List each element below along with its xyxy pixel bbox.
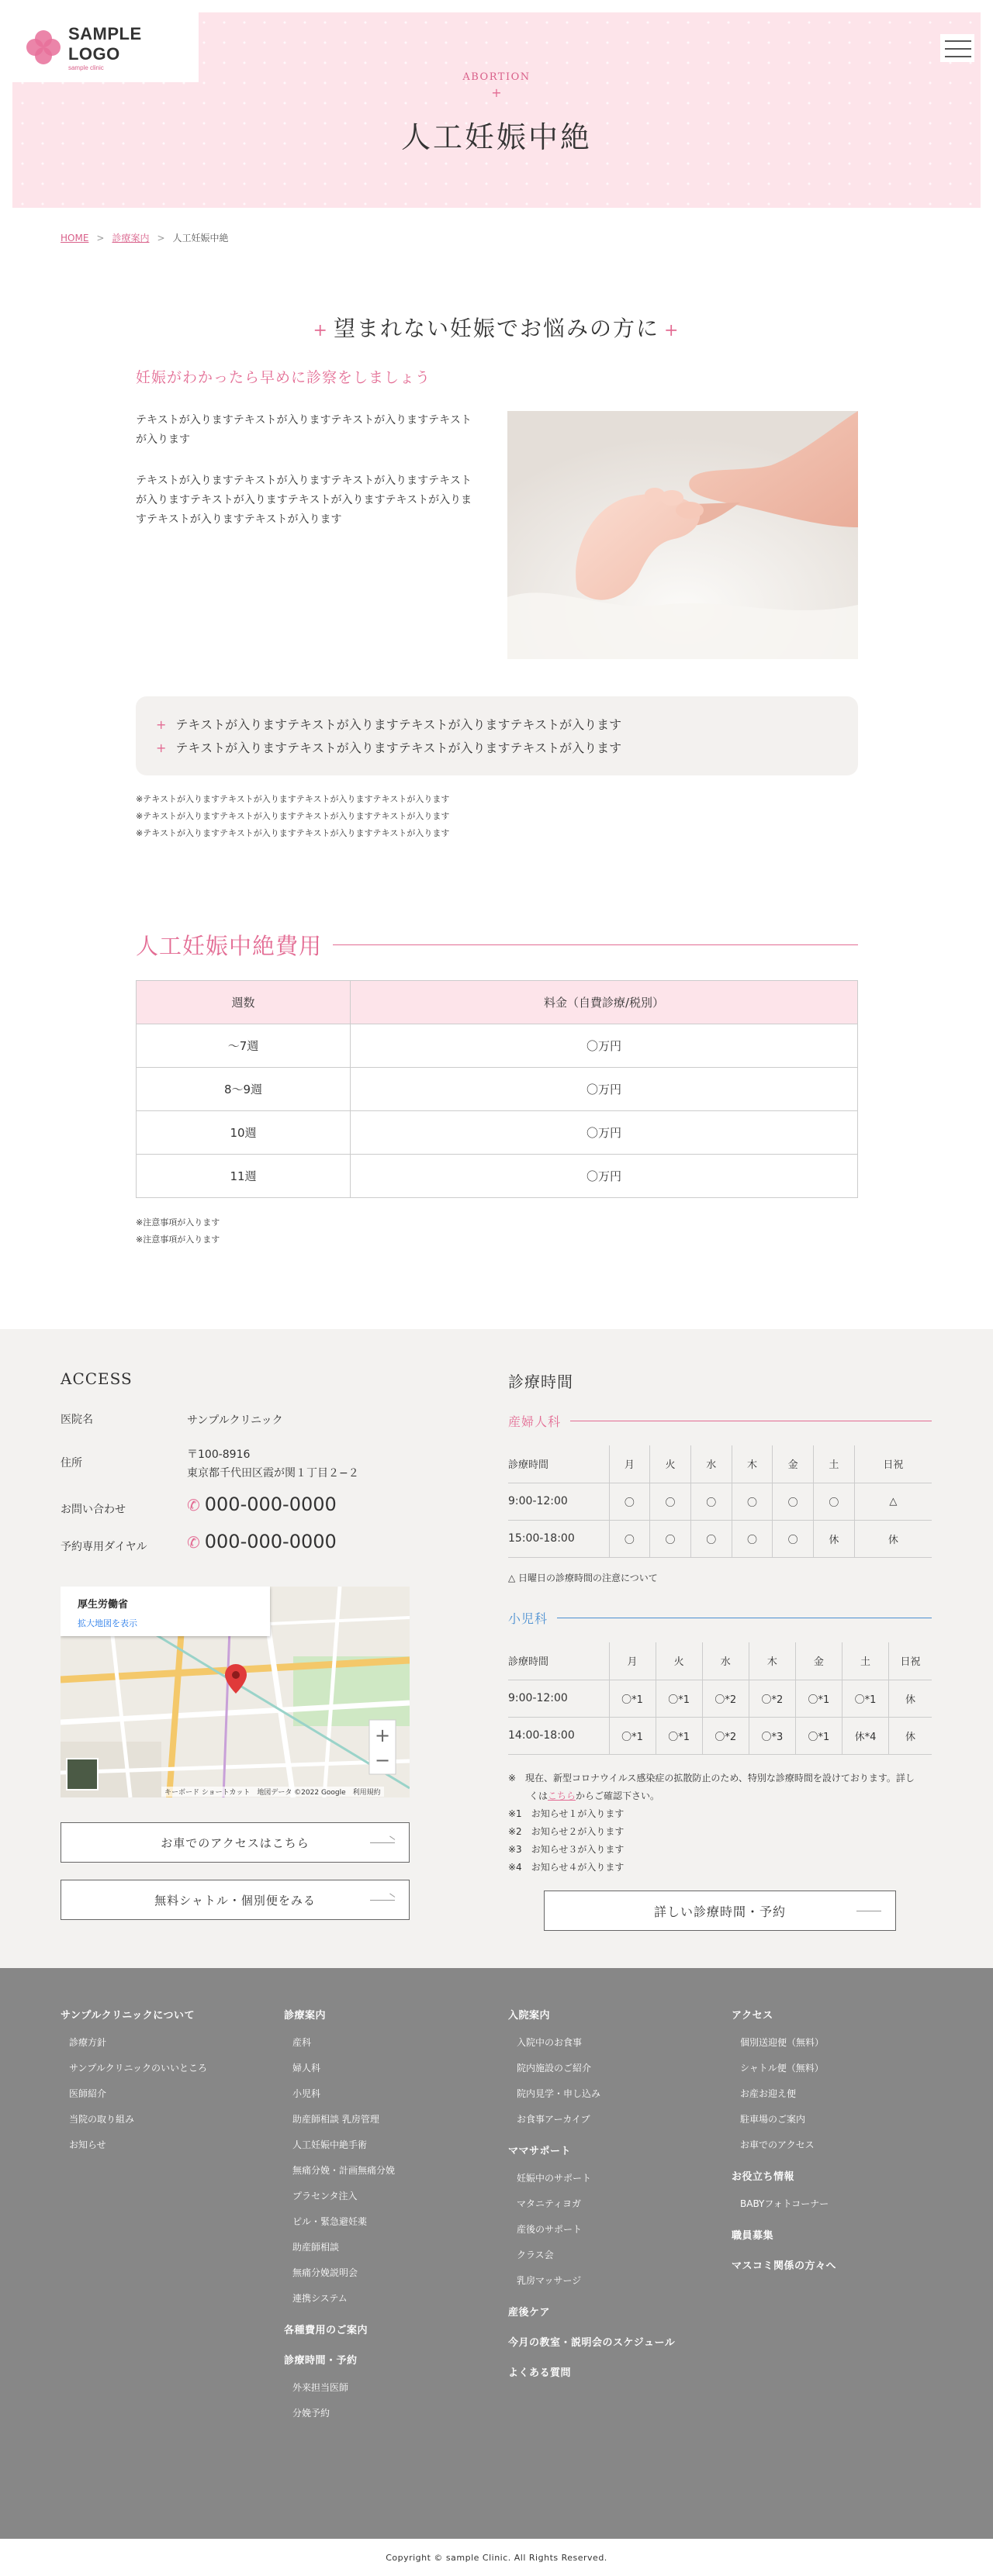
footer-link[interactable]: 産後のサポート (517, 2224, 583, 2235)
fee-weeks: 〜7週 (137, 1024, 351, 1068)
footer-link[interactable]: 無痛分娩説明会 (292, 2267, 358, 2278)
heading-rule (333, 944, 858, 945)
intro-subtitle: 妊娠がわかったら早めに診察をしましょう (136, 369, 431, 386)
footer-link[interactable]: マタニティヨガ (517, 2198, 582, 2209)
footer-link[interactable]: 無痛分娩・計画無痛分娩 (292, 2165, 396, 2176)
address-text: 東京都千代田区霞が関１丁目２−２ (187, 1467, 359, 1480)
hours-cell: 〇*3 (749, 1717, 795, 1754)
reserve-label: 予約専用ダイヤル (61, 1541, 147, 1553)
footer-heading[interactable]: サンプルクリニックについて (61, 2010, 195, 2022)
footer-col-about (61, 2007, 207, 2165)
hours-cell: 〇*2 (702, 1717, 749, 1754)
table-row (508, 1717, 932, 1754)
sunday-note: △ 日曜日の診療時間の注意について (508, 1573, 658, 1583)
point-text: テキストが入りますテキストが入りますテキストが入りますテキストが入ります (175, 741, 622, 755)
detail-hours-label: 詳しい診療時間・予約 (653, 1904, 786, 1919)
footer-heading[interactable]: よくある質問 (508, 2367, 572, 2379)
contact-label: お問い合わせ (61, 1504, 126, 1516)
day-header: 金 (773, 1445, 814, 1483)
table-row (137, 1111, 858, 1155)
footer-heading[interactable]: マスコミ関係の方々へ (732, 2260, 837, 2272)
footer-link[interactable]: 入院中のお食事 (517, 2037, 583, 2048)
footer-col-admission (508, 2007, 675, 2395)
breadcrumb-parent-link[interactable]: 診療案内 (112, 233, 150, 243)
hours-cell: 〇 (773, 1520, 814, 1557)
hours-title: 診療時間 (508, 1373, 573, 1391)
point-item (156, 737, 838, 760)
footer-link[interactable]: サンプルクリニックのいいところ (69, 2063, 207, 2074)
day-header: 月 (609, 1445, 650, 1483)
footer-heading[interactable]: 産後ケア (508, 2307, 551, 2319)
hours-cell: 〇*1 (656, 1717, 702, 1754)
day-header: 日祝 (854, 1445, 932, 1483)
phone-icon: ✆ (187, 1496, 200, 1514)
plus-icon: + (664, 321, 680, 340)
footer-link[interactable]: 妊娠中のサポート (517, 2173, 592, 2184)
fee-section-heading (136, 929, 858, 960)
hours-footnote: ※4 お知らせ４が入ります (508, 1862, 625, 1873)
phone-icon: ✆ (187, 1533, 200, 1552)
hours-cell: 〇*2 (749, 1680, 795, 1717)
intro-note: ※テキストが入りますテキストが入りますテキストが入りますテキストが入ります (136, 794, 450, 804)
breadcrumb-current: 人工妊娠中絶 (172, 233, 229, 243)
copyright: Copyright © sample Clinic. All Rights Reserved. (386, 2553, 607, 2563)
hours-cell: 〇*1 (609, 1680, 656, 1717)
footer-link[interactable]: 医師紹介 (69, 2088, 107, 2099)
footer-link[interactable]: 人工妊娠中絶手術 (292, 2139, 368, 2150)
footer-link[interactable]: 院内見学・申し込み (517, 2088, 601, 2099)
hours-cell: 〇 (609, 1520, 650, 1557)
obgyn-hours-table (508, 1445, 932, 1558)
footer-col-services (284, 2007, 395, 2433)
hours-cell: 〇*1 (656, 1680, 702, 1717)
pediatrics-title: 小児科 (508, 1611, 548, 1626)
intro-note: ※テキストが入りますテキストが入りますテキストが入りますテキストが入ります (136, 828, 450, 838)
plus-icon: + (313, 321, 329, 340)
day-header: 金 (795, 1642, 842, 1680)
table-row (137, 1155, 858, 1198)
footer-link[interactable]: 連携システム (292, 2293, 348, 2304)
intro-title (0, 312, 993, 343)
hero-banner (12, 12, 981, 208)
hours-cell: 〇 (732, 1483, 773, 1520)
point-box (136, 696, 858, 775)
hours-cell: 〇 (690, 1520, 732, 1557)
table-row (508, 1680, 932, 1717)
car-access-label: お車でのアクセスはこちら (161, 1835, 310, 1850)
fee-note: ※注意事項が入ります (136, 1234, 220, 1245)
table-row (137, 1024, 858, 1068)
table-row (508, 1483, 932, 1520)
contact-phone[interactable] (187, 1495, 337, 1514)
reserve-phone[interactable] (187, 1532, 337, 1552)
hospital-label: 医院名 (61, 1414, 93, 1426)
day-header: 土 (814, 1445, 855, 1483)
intro-note: ※テキストが入りますテキストが入りますテキストが入りますテキストが入ります (136, 811, 450, 821)
hours-cell: 〇 (814, 1483, 855, 1520)
pediatrics-heading (508, 1608, 932, 1627)
footer-link[interactable]: お食事アーカイブ (517, 2114, 590, 2125)
breadcrumb-separator: > (157, 233, 165, 243)
fee-col-header: 週数 (137, 981, 351, 1024)
table-row (508, 1445, 932, 1483)
hospital-name: サンプルクリニック (187, 1414, 283, 1427)
map-info-card (61, 1587, 270, 1636)
footer-link[interactable]: 診療方針 (69, 2037, 107, 2048)
map-attribution: キーボード ショートカット 地図データ ©2022 Google 利用規約 (161, 1787, 384, 1797)
shuttle-label: 無料シャトル・個別便をみる (154, 1893, 316, 1908)
hours-cell: 〇*1 (795, 1717, 842, 1754)
google-map[interactable] (61, 1587, 410, 1797)
footer-link[interactable]: プラセンタ注入 (292, 2191, 358, 2201)
baby-hand-photo (507, 411, 858, 659)
plus-icon: + (491, 85, 502, 100)
hours-cell: 〇*2 (702, 1680, 749, 1717)
arrow-right-icon (370, 1900, 395, 1901)
hamburger-icon[interactable] (940, 34, 974, 62)
hours-cell: 〇 (690, 1483, 732, 1520)
intro-title-text: 望まれない妊娠でお悩みの方に (333, 316, 659, 341)
footer-link[interactable]: 分娩予約 (292, 2408, 330, 2419)
arrow-right-icon (370, 1842, 395, 1843)
day-header: 日祝 (889, 1642, 932, 1680)
footer-heading[interactable]: 入院案内 (508, 2010, 551, 2022)
hours-cell: △ (854, 1483, 932, 1520)
access-title: ACCESS (61, 1369, 133, 1388)
footer-link[interactable]: クラス会 (517, 2250, 554, 2260)
covid-notice (508, 1770, 932, 1877)
footer-link[interactable]: お産お迎え便 (740, 2088, 797, 2099)
hours-header: 診療時間 (508, 1445, 609, 1483)
footer-heading[interactable]: 診療時間・予約 (284, 2355, 358, 2367)
breadcrumb-home-link[interactable]: HOME (61, 233, 89, 243)
fee-table (136, 980, 858, 1198)
day-header: 水 (690, 1445, 732, 1483)
footer-heading[interactable]: 各種費用のご案内 (284, 2325, 368, 2336)
footer-link[interactable]: 駐車場のご案内 (740, 2114, 806, 2125)
shuttle-button[interactable] (61, 1880, 410, 1920)
svg-text:+: + (374, 1725, 391, 1746)
hours-cell: 〇 (650, 1483, 691, 1520)
access-section (0, 1329, 993, 1968)
footer-link[interactable]: 助産師相談 乳房管理 (292, 2114, 379, 2125)
footer-col-access (732, 2007, 836, 2288)
footer-link[interactable]: 当院の取り組み (69, 2114, 135, 2125)
hours-header: 診療時間 (508, 1642, 609, 1680)
table-row (137, 1068, 858, 1111)
footer-link[interactable]: 小児科 (292, 2088, 321, 2099)
fee-price: 〇万円 (351, 1068, 858, 1111)
hours-cell: 〇 (732, 1520, 773, 1557)
footer-link[interactable]: 助産師相談 (292, 2242, 340, 2253)
notice-text: からご確認下さい。 (576, 1790, 660, 1801)
hours-cell: 休 (814, 1520, 855, 1557)
map-enlarge-link[interactable]: 拡大地図を表示 (78, 1618, 137, 1628)
hours-cell: 〇 (609, 1483, 650, 1520)
day-header: 水 (702, 1642, 749, 1680)
address-zip: 〒100-8916 (187, 1449, 251, 1461)
fee-table-header (137, 981, 858, 1024)
hours-cell: 〇*1 (842, 1680, 888, 1717)
hours-cell: 〇*1 (609, 1717, 656, 1754)
obgyn-heading (508, 1411, 932, 1430)
hours-cell: 休 (889, 1680, 932, 1717)
svg-text:−: − (374, 1749, 391, 1771)
day-header: 木 (732, 1445, 773, 1483)
logo-flower-icon (26, 30, 61, 64)
fee-price: 〇万円 (351, 1155, 858, 1198)
fee-weeks: 11週 (137, 1155, 351, 1198)
hours-footnote: ※3 お知らせ３が入ります (508, 1844, 625, 1855)
hours-cell: 休*4 (842, 1717, 888, 1754)
intro-paragraph: テキストが入りますテキストが入りますテキストが入りますテキストが入りますテキストが入りますテキストが入りますテキストが入りますテキストが入りますテキストが入ります (136, 475, 472, 526)
plus-icon: + (156, 741, 167, 755)
contact-number: 000-000-0000 (204, 1493, 337, 1515)
fee-note: ※注意事項が入ります (136, 1217, 220, 1228)
footer-link[interactable]: ピル・緊急避妊薬 (292, 2216, 368, 2227)
hours-footnote: ※1 お知らせ１が入ります (508, 1808, 625, 1819)
hours-cell: 休 (854, 1520, 932, 1557)
footer-link[interactable]: 院内施設のご紹介 (517, 2063, 592, 2074)
footer-link[interactable]: 個別送迎便（無料） (740, 2037, 825, 2048)
fee-price: 〇万円 (351, 1111, 858, 1155)
day-header: 木 (749, 1642, 795, 1680)
fee-price: 〇万円 (351, 1024, 858, 1068)
hours-cell: 休 (889, 1717, 932, 1754)
footer-link[interactable]: お車でのアクセス (740, 2139, 815, 2150)
hours-cell: 〇 (650, 1520, 691, 1557)
footer-heading[interactable]: 診療案内 (284, 2010, 327, 2022)
fee-title: 人工妊娠中絶費用 (136, 932, 323, 959)
hero-english-title: ABORTION (462, 71, 531, 83)
day-header: 火 (656, 1642, 702, 1680)
point-text: テキストが入りますテキストが入りますテキストが入りますテキストが入ります (175, 717, 622, 732)
car-access-button[interactable] (61, 1822, 410, 1863)
hours-cell: 〇*1 (795, 1680, 842, 1717)
point-item (156, 713, 838, 737)
footer-link[interactable]: BABYフォトコーナー (740, 2198, 829, 2209)
detail-hours-button[interactable] (544, 1891, 896, 1931)
footer-link[interactable]: 外来担当医師 (292, 2382, 349, 2393)
footer-heading[interactable]: ママサポート (508, 2146, 572, 2157)
covid-notice-line: ※ 現在、新型コロナウイルス感染症の拡散防止のため、特別な診療時間を設けております。詳し (508, 1773, 915, 1784)
footer-link[interactable]: お知らせ (69, 2139, 106, 2150)
intro-paragraph: テキストが入りますテキストが入りますテキストが入りますテキストが入ります (136, 414, 472, 446)
covid-notice-line (508, 1787, 932, 1805)
fee-col-header: 料金（自費診療/税別） (351, 981, 858, 1024)
address-label: 住所 (61, 1457, 82, 1469)
footer-heading[interactable]: 職員募集 (732, 2230, 774, 2242)
fee-weeks: 8〜9週 (137, 1068, 351, 1111)
footer-heading[interactable]: お役立ち情報 (732, 2171, 795, 2183)
day-header: 月 (609, 1642, 656, 1680)
page-title: 人工妊娠中絶 (400, 120, 592, 154)
day-header: 土 (842, 1642, 888, 1680)
time-slot: 15:00-18:00 (508, 1520, 609, 1557)
notice-here-link[interactable]: こちら (548, 1790, 576, 1801)
breadcrumb-separator: > (96, 233, 105, 243)
footer-link[interactable]: 産科 (292, 2037, 312, 2048)
time-slot: 9:00-12:00 (508, 1483, 609, 1520)
footer-heading[interactable]: アクセス (732, 2010, 773, 2022)
logo-subtitle: sample clinic (67, 64, 104, 71)
footer-heading[interactable]: 今月の教室・説明会のスケジュール (508, 2337, 676, 2349)
site-footer (0, 1968, 993, 2539)
time-slot: 14:00-18:00 (508, 1717, 609, 1754)
notice-text: くは (529, 1790, 548, 1801)
breadcrumb (61, 231, 229, 244)
map-place-name: 厚生労働省 (78, 1599, 129, 1611)
hours-footnote: ※2 お知らせ２が入ります (508, 1826, 625, 1837)
footer-link[interactable]: 乳房マッサージ (517, 2275, 582, 2286)
time-slot: 9:00-12:00 (508, 1680, 609, 1717)
fee-weeks: 10週 (137, 1111, 351, 1155)
footer-link[interactable]: シャトル便（無料） (740, 2063, 824, 2074)
obgyn-title: 産婦人科 (508, 1414, 562, 1429)
day-header: 火 (650, 1445, 691, 1483)
logo-title: SAMPLE LOGO (67, 23, 142, 64)
pediatrics-hours-table (508, 1642, 932, 1755)
plus-icon: + (156, 717, 167, 732)
reserve-number: 000-000-0000 (204, 1531, 337, 1552)
table-row (508, 1520, 932, 1557)
hours-cell: 〇 (773, 1483, 814, 1520)
footer-link[interactable]: 婦人科 (292, 2063, 321, 2074)
table-row (508, 1642, 932, 1680)
